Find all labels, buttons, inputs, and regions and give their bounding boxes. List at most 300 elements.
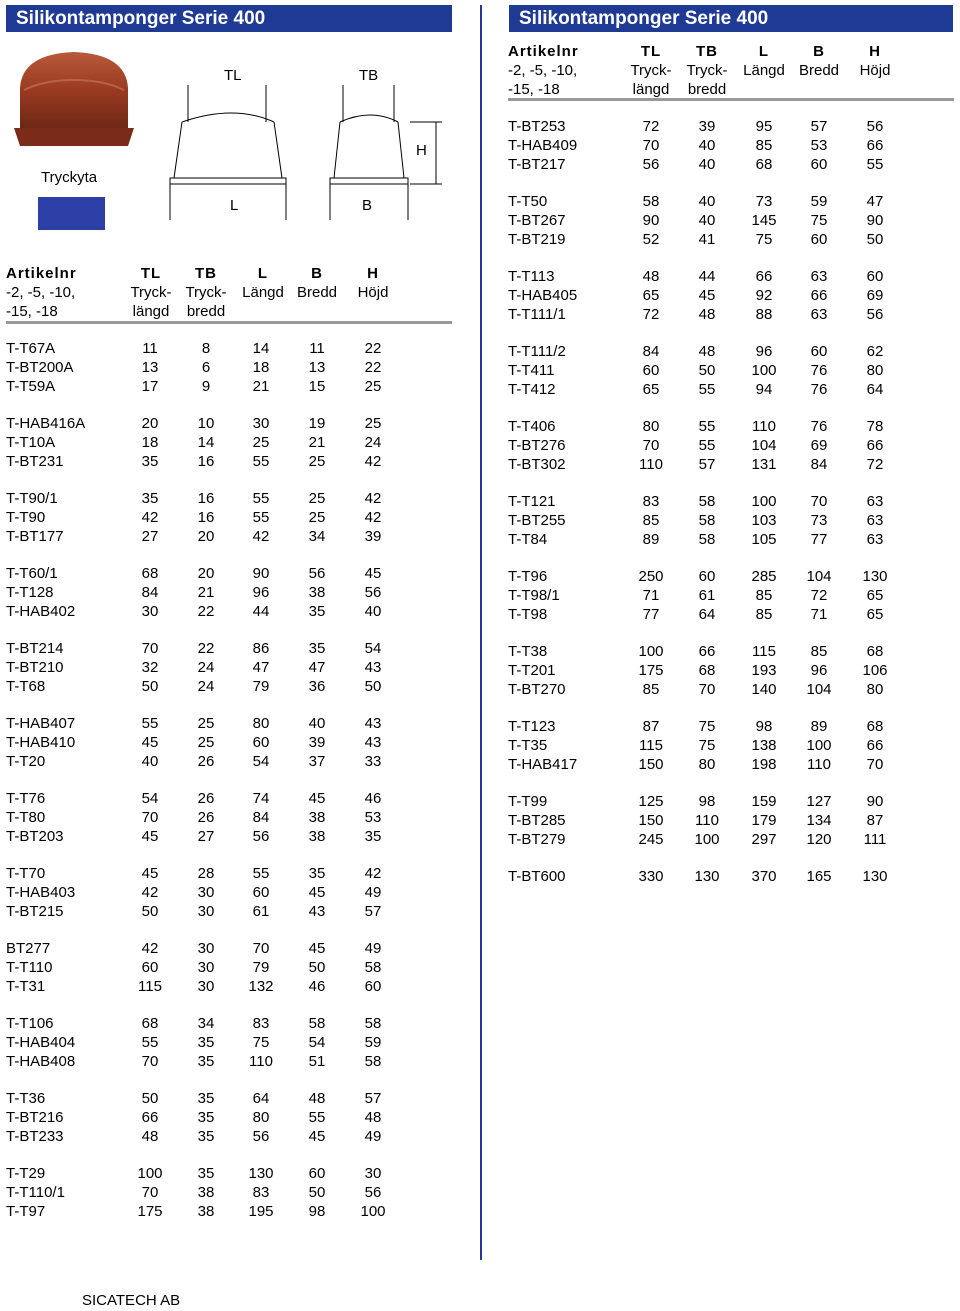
cell-b: 63 [810, 268, 828, 285]
cell-tl: 84 [141, 584, 159, 601]
cell-artikel: T-BT600 [508, 868, 566, 885]
cell-h: 65 [866, 606, 884, 623]
cell-h: 64 [866, 381, 884, 398]
cell-b: 11 [309, 340, 325, 357]
cell-l: 104 [751, 437, 777, 454]
cell-l: 110 [752, 418, 776, 435]
cell-artikel: T-BT214 [6, 640, 64, 657]
cell-tl: 245 [638, 831, 664, 848]
cell-tb: 27 [197, 828, 215, 845]
cell-h: 30 [364, 1165, 382, 1182]
cell-b: 13 [308, 359, 326, 376]
cell-tl: 32 [141, 659, 159, 676]
cell-h: 56 [364, 1184, 382, 1201]
header-tl-sub1: Tryck- [130, 284, 172, 301]
cell-b: 39 [308, 734, 326, 751]
cell-l: 98 [755, 718, 773, 735]
cell-h: 63 [866, 531, 884, 548]
cell-tl: 52 [642, 231, 660, 248]
cell-artikel: T-HAB410 [6, 734, 76, 751]
cell-tb: 30 [197, 959, 215, 976]
cell-b: 127 [806, 793, 832, 810]
cell-h: 42 [364, 509, 382, 526]
cell-b: 40 [308, 715, 326, 732]
cell-l: 83 [252, 1015, 270, 1032]
cell-tb: 21 [197, 584, 215, 601]
cell-artikel: T-T84 [508, 531, 548, 548]
cell-tl: 45 [141, 865, 159, 882]
header-h-sub: Höjd [859, 62, 891, 79]
cell-tb: 70 [698, 681, 716, 698]
header-artikelnr-sub2: -15, -18 [6, 303, 58, 320]
cell-l: 64 [252, 1090, 270, 1107]
cell-l: 115 [752, 643, 776, 660]
cell-h: 50 [364, 678, 382, 695]
cell-artikel: T-BT285 [508, 812, 566, 829]
cell-tl: 11 [142, 340, 158, 357]
cell-b: 38 [308, 828, 326, 845]
cell-tb: 26 [197, 790, 215, 807]
cell-tl: 72 [642, 306, 660, 323]
cell-l: 75 [755, 231, 773, 248]
cell-artikel: T-T80 [6, 809, 46, 826]
cell-b: 55 [308, 1109, 326, 1126]
cell-artikel: T-T128 [6, 584, 54, 601]
cell-l: 54 [252, 753, 270, 770]
header-artikelnr: Artikelnr [6, 265, 77, 282]
cell-tb: 80 [698, 756, 716, 773]
tryckyta-label: Tryckyta [41, 169, 98, 186]
cell-h: 70 [866, 756, 884, 773]
cell-artikel: T-T90/1 [6, 490, 58, 507]
cell-tb: 35 [197, 1109, 215, 1126]
cell-tb: 35 [197, 1034, 215, 1051]
cell-tb: 50 [698, 362, 716, 379]
cell-h: 90 [866, 793, 884, 810]
cell-tb: 25 [197, 734, 215, 751]
cell-artikel: T-T35 [508, 737, 548, 754]
header-tb-sub1: Tryck- [686, 62, 728, 79]
cell-artikel: T-T70 [6, 865, 46, 882]
cell-tb: 40 [698, 193, 716, 210]
cell-tb: 35 [197, 1053, 215, 1070]
cell-tl: 85 [642, 681, 660, 698]
right-title: Silikontamponger Serie 400 [509, 5, 953, 32]
cell-artikel: T-T59A [6, 378, 56, 395]
cell-h: 56 [866, 306, 884, 323]
cell-tl: 71 [642, 587, 660, 604]
cell-artikel: T-T96 [508, 568, 548, 585]
cell-l: 138 [751, 737, 777, 754]
print-surface-swatch [38, 197, 105, 230]
cell-h: 58 [364, 1053, 382, 1070]
cell-b: 85 [810, 643, 828, 660]
cell-artikel: T-HAB417 [508, 756, 578, 773]
cell-tb: 40 [698, 156, 716, 173]
cell-l: 159 [751, 793, 777, 810]
cell-artikel: BT277 [6, 940, 51, 957]
cell-tl: 80 [642, 418, 660, 435]
cell-artikel: T-HAB407 [6, 715, 76, 732]
header-tb: TB [696, 43, 718, 60]
cell-h: 66 [866, 437, 884, 454]
cell-l: 95 [755, 118, 773, 135]
cell-tl: 45 [141, 734, 159, 751]
cell-l: 55 [252, 453, 270, 470]
cell-h: 63 [866, 493, 884, 510]
cell-artikel: T-T67A [6, 340, 56, 357]
cell-tl: 40 [141, 753, 159, 770]
cell-tb: 98 [698, 793, 716, 810]
cell-h: 42 [364, 453, 382, 470]
cell-tb: 8 [201, 340, 211, 357]
cell-tl: 54 [141, 790, 159, 807]
cell-h: 90 [866, 212, 884, 229]
cell-b: 77 [810, 531, 828, 548]
cell-tl: 68 [141, 565, 159, 582]
cell-tl: 110 [639, 456, 663, 473]
cell-tb: 100 [694, 831, 720, 848]
cell-tl: 83 [642, 493, 660, 510]
cell-b: 76 [810, 381, 828, 398]
cell-tl: 115 [138, 978, 162, 995]
cell-artikel: T-T411 [508, 362, 555, 379]
cell-l: 96 [252, 584, 270, 601]
cell-tl: 70 [141, 1053, 159, 1070]
cell-h: 42 [364, 490, 382, 507]
cell-l: 80 [252, 715, 270, 732]
cell-tb: 34 [197, 1015, 215, 1032]
cell-h: 53 [364, 809, 382, 826]
cell-tb: 55 [698, 437, 716, 454]
cell-b: 59 [810, 193, 828, 210]
cell-tb: 40 [698, 212, 716, 229]
cell-tb: 6 [201, 359, 211, 376]
cell-tl: 48 [141, 1128, 159, 1145]
cell-b: 165 [806, 868, 832, 885]
cell-tb: 110 [695, 812, 719, 829]
cell-tl: 35 [141, 490, 159, 507]
cell-h: 49 [364, 884, 382, 901]
cell-h: 72 [866, 456, 884, 473]
cell-b: 35 [308, 603, 326, 620]
cell-b: 60 [810, 231, 828, 248]
cell-l: 55 [252, 865, 270, 882]
cell-l: 68 [755, 156, 773, 173]
cell-tl: 13 [141, 359, 159, 376]
cell-tl: 72 [642, 118, 660, 135]
cell-h: 63 [866, 512, 884, 529]
cell-h: 78 [866, 418, 884, 435]
cell-l: 130 [248, 1165, 274, 1182]
cell-tb: 30 [197, 940, 215, 957]
cell-l: 132 [248, 978, 274, 995]
cell-tb: 16 [197, 509, 215, 526]
header-l-sub: Längd [743, 62, 785, 79]
cell-tb: 58 [698, 531, 716, 548]
cell-b: 38 [308, 584, 326, 601]
cell-l: 73 [755, 193, 773, 210]
cell-h: 65 [866, 587, 884, 604]
cell-tb: 39 [698, 118, 716, 135]
cell-b: 70 [810, 493, 828, 510]
header-b: B [311, 265, 323, 282]
cell-artikel: T-BT217 [508, 156, 566, 173]
cell-l: 21 [252, 378, 270, 395]
cell-b: 50 [308, 1184, 326, 1201]
cell-l: 60 [252, 884, 270, 901]
cell-tb: 66 [698, 643, 716, 660]
cell-tl: 70 [141, 1184, 159, 1201]
cell-artikel: T-BT270 [508, 681, 566, 698]
diagram-l-label: L [230, 197, 239, 214]
cell-h: 50 [866, 231, 884, 248]
cell-tl: 100 [638, 643, 664, 660]
cell-b: 56 [308, 565, 326, 582]
cell-l: 195 [248, 1203, 274, 1220]
cell-h: 100 [360, 1203, 386, 1220]
cell-b: 76 [810, 362, 828, 379]
right-table-header [508, 42, 954, 102]
cell-b: 37 [308, 753, 326, 770]
cell-h: 62 [866, 343, 884, 360]
cell-artikel: T-T121 [508, 493, 556, 510]
cell-h: 24 [364, 434, 382, 451]
cell-tl: 68 [141, 1015, 159, 1032]
cell-artikel: T-BT302 [508, 456, 566, 473]
cell-h: 46 [364, 790, 382, 807]
cell-artikel: T-HAB403 [6, 884, 76, 901]
header-artikelnr-sub1: -2, -5, -10, [6, 284, 76, 301]
cell-l: 88 [755, 306, 773, 323]
footer-company: SICATECH AB [82, 1292, 181, 1309]
cell-b: 58 [308, 1015, 326, 1032]
cell-tb: 60 [698, 568, 716, 585]
cell-artikel: T-HAB405 [508, 287, 578, 304]
cell-h: 43 [364, 659, 382, 676]
cell-artikel: T-HAB404 [6, 1034, 76, 1051]
cell-tl: 55 [141, 715, 159, 732]
cell-tl: 20 [141, 415, 159, 432]
cell-b: 100 [806, 737, 832, 754]
cell-h: 111 [863, 831, 887, 848]
header-b-sub: Bredd [798, 62, 840, 79]
cell-tl: 84 [642, 343, 660, 360]
cell-tl: 42 [141, 940, 159, 957]
cell-l: 110 [249, 1053, 273, 1070]
cell-h: 49 [364, 1128, 382, 1145]
cell-l: 140 [751, 681, 777, 698]
cell-b: 71 [810, 606, 828, 623]
cell-l: 60 [252, 734, 270, 751]
header-tb-sub2: bredd [186, 303, 226, 320]
cell-tl: 70 [141, 640, 159, 657]
cell-h: 35 [364, 828, 382, 845]
cell-h: 49 [364, 940, 382, 957]
cell-b: 25 [308, 453, 326, 470]
cell-h: 33 [364, 753, 382, 770]
header-h: H [367, 265, 379, 282]
cell-h: 56 [866, 118, 884, 135]
cell-tb: 26 [197, 753, 215, 770]
cell-artikel: T-T10A [6, 434, 56, 451]
cell-tb: 30 [197, 978, 215, 995]
cell-tb: 20 [197, 528, 215, 545]
cell-tl: 55 [141, 1034, 159, 1051]
cell-artikel: T-T20 [6, 753, 46, 770]
cell-tl: 87 [642, 718, 660, 735]
cell-tl: 77 [642, 606, 660, 623]
cell-tl: 175 [137, 1203, 163, 1220]
cell-artikel: T-T113 [508, 268, 555, 285]
header-l: L [257, 265, 269, 282]
cell-l: 86 [252, 640, 270, 657]
right-header-rule [508, 98, 954, 101]
cell-tb: 30 [197, 903, 215, 920]
cell-tl: 50 [141, 1090, 159, 1107]
cell-artikel: T-T29 [6, 1165, 46, 1182]
cell-tb: 24 [197, 678, 215, 695]
cell-l: 79 [252, 678, 270, 695]
cell-h: 80 [866, 362, 884, 379]
cell-b: 110 [807, 756, 831, 773]
cell-tl: 45 [141, 828, 159, 845]
cell-artikel: T-T31 [6, 978, 46, 995]
cell-artikel: T-BT177 [6, 528, 64, 545]
cell-tb: 10 [197, 415, 215, 432]
cell-tl: 42 [141, 509, 159, 526]
cell-artikel: T-BT253 [508, 118, 566, 135]
header-b-sub: Bredd [296, 284, 338, 301]
cell-artikel: T-T90 [6, 509, 46, 526]
cell-l: 79 [252, 959, 270, 976]
cell-artikel: T-BT279 [508, 831, 566, 848]
cell-h: 87 [866, 812, 884, 829]
cell-l: 179 [751, 812, 777, 829]
cell-tl: 70 [141, 809, 159, 826]
cell-h: 66 [866, 737, 884, 754]
cell-tl: 175 [638, 662, 664, 679]
cell-artikel: T-T406 [508, 418, 556, 435]
cell-artikel: T-T111/1 [508, 306, 566, 323]
cell-h: 22 [364, 359, 382, 376]
cell-l: 198 [751, 756, 777, 773]
cell-l: 80 [252, 1109, 270, 1126]
cell-tb: 55 [698, 418, 716, 435]
cell-l: 66 [755, 268, 773, 285]
cell-l: 94 [755, 381, 773, 398]
cell-b: 45 [308, 884, 326, 901]
cell-tb: 20 [197, 565, 215, 582]
cell-h: 130 [862, 568, 888, 585]
cell-h: 43 [364, 715, 382, 732]
cell-l: 96 [755, 343, 773, 360]
cell-tb: 22 [197, 640, 215, 657]
cell-tl: 85 [642, 512, 660, 529]
cell-tb: 35 [197, 1128, 215, 1145]
cell-b: 120 [806, 831, 832, 848]
cell-h: 45 [364, 565, 382, 582]
cell-artikel: T-T36 [6, 1090, 46, 1107]
cell-tl: 56 [642, 156, 660, 173]
dimension-diagram [160, 60, 450, 225]
cell-b: 84 [810, 456, 828, 473]
cell-tl: 42 [141, 884, 159, 901]
cell-b: 66 [810, 287, 828, 304]
cell-tb: 48 [698, 306, 716, 323]
cell-tb: 26 [197, 809, 215, 826]
cell-l: 42 [252, 528, 270, 545]
cell-artikel: T-T111/2 [508, 343, 566, 360]
cell-tb: 68 [698, 662, 716, 679]
left-table-header [6, 264, 452, 324]
cell-artikel: T-T98/1 [508, 587, 560, 604]
header-tl-sub1: Tryck- [630, 62, 672, 79]
header-l-sub: Längd [242, 284, 284, 301]
cell-b: 45 [308, 940, 326, 957]
cell-b: 75 [810, 212, 828, 229]
header-artikelnr: Artikelnr [508, 43, 579, 60]
cell-tb: 30 [197, 884, 215, 901]
cell-artikel: T-BT276 [508, 437, 566, 454]
cell-tb: 40 [698, 137, 716, 154]
cell-tl: 58 [642, 193, 660, 210]
cell-l: 47 [252, 659, 270, 676]
cell-l: 92 [755, 287, 773, 304]
column-divider [480, 5, 482, 1260]
cell-l: 18 [252, 359, 270, 376]
cell-l: 44 [252, 603, 270, 620]
header-tb-sub2: bredd [687, 81, 727, 98]
cell-l: 85 [755, 137, 773, 154]
cell-artikel: T-T50 [508, 193, 548, 210]
cell-tb: 28 [197, 865, 215, 882]
cell-artikel: T-T201 [508, 662, 556, 679]
cell-tl: 65 [642, 381, 660, 398]
cell-l: 193 [751, 662, 777, 679]
cell-tl: 18 [141, 434, 159, 451]
cell-h: 68 [866, 718, 884, 735]
cell-b: 50 [308, 959, 326, 976]
cell-h: 56 [364, 584, 382, 601]
cell-tb: 25 [197, 715, 215, 732]
cell-b: 25 [308, 490, 326, 507]
cell-tb: 61 [698, 587, 716, 604]
cell-h: 58 [364, 1015, 382, 1032]
cell-tl: 35 [141, 453, 159, 470]
cell-b: 54 [308, 1034, 326, 1051]
cell-b: 36 [308, 678, 326, 695]
cell-b: 72 [810, 587, 828, 604]
cell-tl: 125 [638, 793, 664, 810]
diagram-b-label: B [362, 197, 373, 214]
diagram-tl-label: TL [224, 67, 242, 84]
cell-l: 83 [252, 1184, 270, 1201]
cell-tl: 60 [642, 362, 660, 379]
cell-artikel: T-T106 [6, 1015, 54, 1032]
cell-b: 35 [308, 865, 326, 882]
cell-l: 14 [252, 340, 270, 357]
cell-h: 60 [866, 268, 884, 285]
cell-tl: 30 [141, 603, 159, 620]
cell-tb: 130 [694, 868, 720, 885]
cell-h: 25 [364, 378, 382, 395]
cell-tb: 75 [698, 718, 716, 735]
cell-tl: 115 [639, 737, 663, 754]
cell-artikel: T-T38 [508, 643, 548, 660]
cell-tb: 75 [698, 737, 716, 754]
cell-tl: 17 [141, 378, 159, 395]
